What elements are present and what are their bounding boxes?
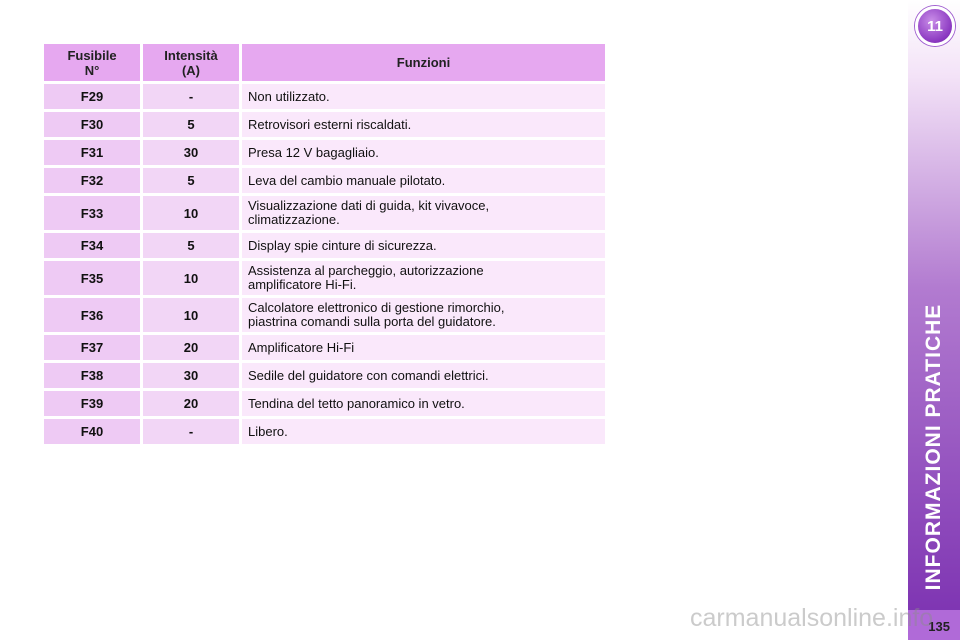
fuse-cell: F29 bbox=[44, 84, 143, 112]
table-row bbox=[44, 140, 605, 168]
func-cell: Libero. bbox=[242, 419, 605, 447]
chapter-number-badge: 11 bbox=[915, 6, 955, 46]
header-amp: Intensità (A) bbox=[143, 44, 242, 84]
table-row bbox=[44, 363, 605, 391]
table-row bbox=[44, 335, 605, 363]
func-cell: Assistenza al parcheggio, autorizzazione amplificatore Hi-Fi. bbox=[242, 261, 605, 298]
fuse-cell: F40 bbox=[44, 419, 143, 447]
table-row bbox=[44, 298, 605, 335]
header-func: Funzioni bbox=[242, 44, 605, 84]
fuse-cell: F35 bbox=[44, 261, 143, 298]
amp-cell: 5 bbox=[143, 233, 242, 261]
func-cell: Calcolatore elettronico di gestione rimorchio, piastrina comandi sulla porta del guidatore. bbox=[242, 298, 605, 335]
table-row bbox=[44, 84, 605, 112]
amp-cell: 5 bbox=[143, 168, 242, 196]
table-header-row bbox=[44, 44, 605, 84]
fuse-cell: F33 bbox=[44, 196, 143, 233]
func-cell: Sedile del guidatore con comandi elettrici. bbox=[242, 363, 605, 391]
fuse-cell: F38 bbox=[44, 363, 143, 391]
table-row bbox=[44, 391, 605, 419]
func-cell: Non utilizzato. bbox=[242, 84, 605, 112]
table-row bbox=[44, 168, 605, 196]
amp-cell: 10 bbox=[143, 261, 242, 298]
amp-cell: - bbox=[143, 84, 242, 112]
func-cell: Display spie cinture di sicurezza. bbox=[242, 233, 605, 261]
func-cell: Presa 12 V bagagliaio. bbox=[242, 140, 605, 168]
table-row bbox=[44, 196, 605, 233]
amp-cell: 20 bbox=[143, 335, 242, 363]
table-row bbox=[44, 419, 605, 447]
fuse-cell: F31 bbox=[44, 140, 143, 168]
fuse-cell: F34 bbox=[44, 233, 143, 261]
chapter-title: INFORMAZIONI PRATICHE bbox=[922, 303, 945, 591]
header-fuse: Fusibile N° bbox=[44, 44, 143, 84]
func-cell: Amplificatore Hi-Fi bbox=[242, 335, 605, 363]
amp-cell: 20 bbox=[143, 391, 242, 419]
table-row bbox=[44, 112, 605, 140]
page-number: 135 bbox=[928, 619, 950, 634]
amp-cell: 10 bbox=[143, 196, 242, 233]
func-cell: Visualizzazione dati di guida, kit vivavoce, climatizzazione. bbox=[242, 196, 605, 233]
amp-cell: 30 bbox=[143, 363, 242, 391]
fuse-cell: F36 bbox=[44, 298, 143, 335]
amp-cell: - bbox=[143, 419, 242, 447]
func-cell: Retrovisori esterni riscaldati. bbox=[242, 112, 605, 140]
table-row bbox=[44, 233, 605, 261]
amp-cell: 10 bbox=[143, 298, 242, 335]
amp-cell: 30 bbox=[143, 140, 242, 168]
fuse-table bbox=[44, 44, 605, 447]
fuse-cell: F32 bbox=[44, 168, 143, 196]
fuse-cell: F39 bbox=[44, 391, 143, 419]
amp-cell: 5 bbox=[143, 112, 242, 140]
table-row bbox=[44, 261, 605, 298]
fuse-cell: F37 bbox=[44, 335, 143, 363]
watermark: carmanualsonline.info bbox=[690, 604, 934, 632]
func-cell: Tendina del tetto panoramico in vetro. bbox=[242, 391, 605, 419]
func-cell: Leva del cambio manuale pilotato. bbox=[242, 168, 605, 196]
fuse-cell: F30 bbox=[44, 112, 143, 140]
